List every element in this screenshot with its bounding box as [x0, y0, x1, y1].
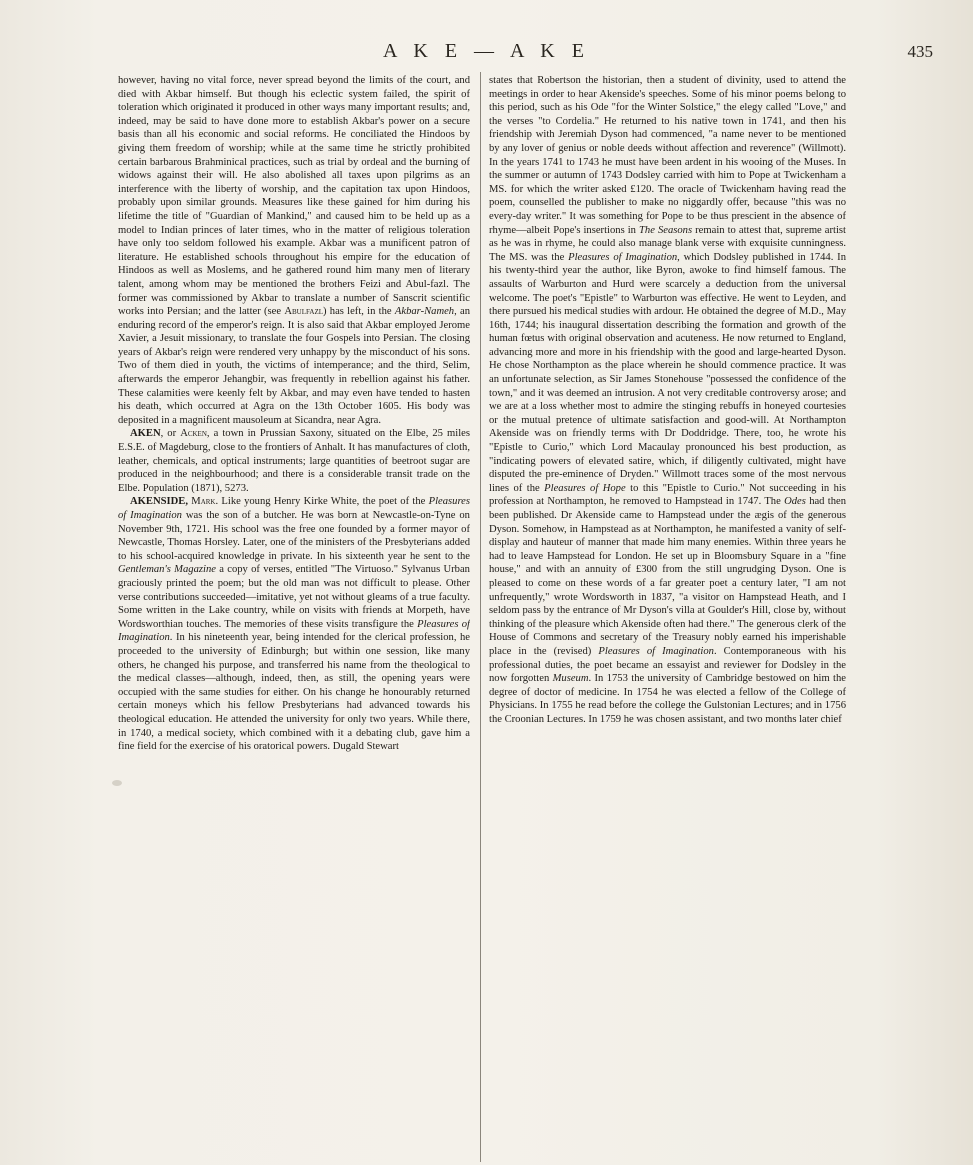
italic-title: Pleasures of Imagination	[118, 618, 470, 644]
text-run: , a town in Prussian Saxony, situated on the Elbe, 25 miles E.S.E. of Magdeburg, close to the frontiers of Anhalt. It has manufactures of cloth, leather, chemicals, and optical instruments; large quantities of beetroot sugar are produced in the neighbourhood; and there is a considerable transit trade on the Elbe. Population (1871), 5273.	[118, 428, 470, 494]
left-column	[118, 74, 470, 1154]
italic-title: Pleasures of Imagination	[118, 496, 470, 521]
text-run: . Contemporaneous with his professional duties, the poet became an essayist and reviewer for Dodsley in the now forgotten	[489, 645, 846, 685]
running-head: A K E — A K E	[383, 40, 590, 62]
aken-entry: AKEN, or Acken, a town in Prussian Saxony, situated on the Elbe, 25 miles E.S.E. of Magdeburg, close to the frontiers of Anhalt. It has manufactures of cloth, leather, chemicals, and optical instruments; large quantities of beetroot sugar are produced in the neighbourhood; and there is a considerable transit trade on the Elbe. Population (1871), 5273.	[118, 428, 470, 494]
text-run: however, having no vital force, never spread beyond the limits of the court, and died with Akbar himself. But though his eclectic system failed, the spirit of toleration which originated it produced in other ways many important results; and, indeed, may be said to have done more to establish Akbar's power on a secure basis than all his economic and social reforms. He conciliated the Hindoos by giving them freedom of worship; while at the same time he strictly prohibited certain barbarous Brahminical practices, such as trial by ordeal and the burning of widows against their will. He also abolished all taxes upon pilgrims as an interference with the liberty of worship, and the capitation tax upon Hindoos, probably upon similar grounds. Measures like these gained for him during his lifetime the title of "Guardian of Mankind," and caused him to be held up as a model to Indian princes of later times, who in the matter of religious toleration have only too seldom followed his example. Akbar was a munificent patron of literature. He established schools throughout his empire for the education of Hindoos as well as Moslems, and he gathered round him many men of literary talent, among whom may be mentioned the brothers Feizi and Abul-fazl. The former was commissioned by Akbar to translate a number of Sanscrit scientific works into Persian; and the latter (see	[118, 75, 470, 318]
column-divider	[480, 72, 481, 1162]
text-run: was the son of a butcher. He was born at Newcastle-on-Tyne on November 9th, 1721. His school was the free one founded by a former mayor of Newcastle, Thomas Horsley. Later, one of the ministers of the Presbyterians added to his school-acquired knowledge in private. In his sixteenth year he sent to the	[118, 510, 470, 562]
right-column	[489, 74, 846, 1154]
text-run: . In 1753 the university of Cambridge bestowed on him the degree of doctor of medicine. In 1754 he was elected a fellow of the College of Physicians. In 1755 he read before the college the Gulstonian Lectures; and in 1756 the Croonian Lectures. In 1759 he was chosen assistant, and two months later chief	[489, 673, 846, 725]
headword-akenside: AKENSIDE,	[130, 496, 188, 508]
headword-aken: AKEN	[130, 428, 161, 440]
cross-reference: Abulfazl	[284, 306, 323, 318]
text-run: , an enduring record of the emperor's reign. It is also said that Akbar employed Jerome Xavier, a Jesuit missionary, to translate the four Gospels into Persian. The closing years of Akbar's reign were rendered very unhappy by the misconduct of his sons. Two of them died in youth, the victims of intemperance; and the third, Selim, afterwards the emperor Jehangbir, was frequently in rebellion against his father. These calamities were keenly felt by Akbar, and may even have tended to hasten his death, which occurred at Agra on the 13th October 1605. His body was deposited in a magnificent mausoleum at Sicandra, near Agra.	[118, 306, 470, 426]
alternate-name: Acken	[180, 428, 207, 440]
akenside-continued	[489, 74, 846, 727]
text-run: remain to attest that, supreme artist as he was in rhyme, he could also manage blank verse with exquisite cunningness. The MS. was the	[489, 224, 846, 263]
text-run: states that Robertson the historian, then a student of divinity, used to attend the meetings in order to hear Akenside's speeches. Some of his minor poems belong to this period, such as his Ode "for the Winter Solstice," the elegy called "Love," and the verses "to Cordelia." He returned to his native town in 1741, and then his friendship with Jeremiah Dyson had commenced, "a name never to be mentioned by any lover of genius or noble deeds without affection and reverence" (Willmott). In the years 1741 to 1743 he must have been ardent in his wooing of the Muses. In the summer or autumn of 1743 Dodsley carried with him to Pope at Twickenham a MS. for which the writer asked £120. The oracle of Twickenham having read the poem, counselled the publisher to make no niggardly offer, because "this was no every-day writer." It was something for Pope to be thus prescient in the absence of rhyme—albeit Pope's insertions in	[489, 75, 846, 236]
italic-title: Pleasures of Hope	[544, 482, 626, 494]
akenside-entry	[118, 495, 470, 753]
text-run: to this "Epistle to Curio." Not succeeding in his profession at Northampton, he removed to Hampstead in 1747. The	[489, 482, 846, 508]
italic-title: Odes	[784, 496, 806, 508]
italic-title: Akbar-Nameh	[394, 306, 455, 318]
page-number: 435	[907, 42, 933, 61]
italic-title: Gentleman's Magazine	[118, 564, 216, 576]
first-name: Mark	[191, 496, 216, 508]
text-run: . In his nineteenth year, being intended for the clerical profession, he proceeded to the university of Edinburgh; but within one session, like many others, he changed his purpose, and transferred his name from the theological to the medical classes—although, indeed, then, as still, the opening years were occupied with the same studies for either. On his change he honourably returned certain moneys which his fellow Presbyterians had advanced towards his theological education. He attended the university for only two years. While there, in 1740, a medical society, which combined with it a debating club, gave him a fine field for the exercise of his oratorical powers. Dugald Stewart	[118, 632, 470, 753]
text-run: ) has left, in the	[323, 306, 392, 318]
text-run: , which Dodsley published in 1744. In his twenty-third year the author, like Byron, awoke to find himself famous. The assaults of Warburton and Hurd were scarcely a deduction from the universal welcome. The poet's "Epistle" to Warburton was effective. He went to Leyden, and there pursued his medical studies with ardour. He obtained the degree of M.D., May 16th, 1744; his inaugural dissertation describing the formation and growth of the human fœtus with original observation and acuteness. He now returned to England, advancing more and more in his friendship with the good and large-hearted Dyson. He chose Northampton as the place wherein he should commence practice. It was an unfortunate selection, as Sir James Stonehouse "possessed the confidence of the town," and it was deemed an intrusion. A not very creditable controversy arose; and we are at a loss whether most to admire the stinging rebuffs in honeyed courtesies or the mutual pretence of ultimate satisfaction and good-will. At Northampton Akenside was on friendly terms with Dr Doddridge. There, too, he wrote his "Epistle to Curio," which Lord Macaulay pronounced his best production, as "indicating powers of elevated satire, which, if diligently cultivated, might have disputed the pre-eminence of Dryden." Willmott traces some of the most nervous lines of the	[489, 251, 846, 494]
text-run: . Like young Henry Kirke White, the poet of the	[215, 496, 426, 508]
italic-title: Pleasures of Imagination	[598, 645, 714, 657]
italic-title: Pleasures of Imagination	[568, 251, 678, 263]
text-run: had then been published. Dr Akenside came to Hampstead under the ægis of the generous Dyson. Somehow, in Hampstead as at Northampton, he manifested a vanity of self-display and hauteur of manner that made him many enemies. Within three years he had to leave Hampstead for London. He set up in Bloomsbury Square in a "fine house," and with an annuity of £300 from the still ungrudging Dyson. One is pleased to come on these words of a far greater poet a century later, "I am not unfrequently," wrote Wordsworth in 1837, "a visitor on Hampstead Heath, and I seldom pass by the entrance of Mr Dyson's villa at Goulder's Hill, close by, without thinking of the pleasure which Akenside often had there." The generous clerk of the House of Commons and secretary of the Treasury nobly earned his imperishable place in the (revised)	[489, 496, 846, 657]
text-run: a copy of verses, entitled "The Virtuoso." Sylvanus Urban graciously printed the poem; but the old man was not difficult to please. Other verse contributions succeeded—imitative, yet not without gleams of a true faculty. Some written in the Lake country, while on visits with friends at Morpeth, have Wordsworthian touches. The memories of these visits transfigure the	[118, 564, 470, 630]
italic-title: The Seasons	[639, 224, 693, 236]
italic-title: Museum	[552, 673, 589, 685]
page-header	[0, 40, 973, 68]
akbar-paragraph	[118, 74, 470, 427]
